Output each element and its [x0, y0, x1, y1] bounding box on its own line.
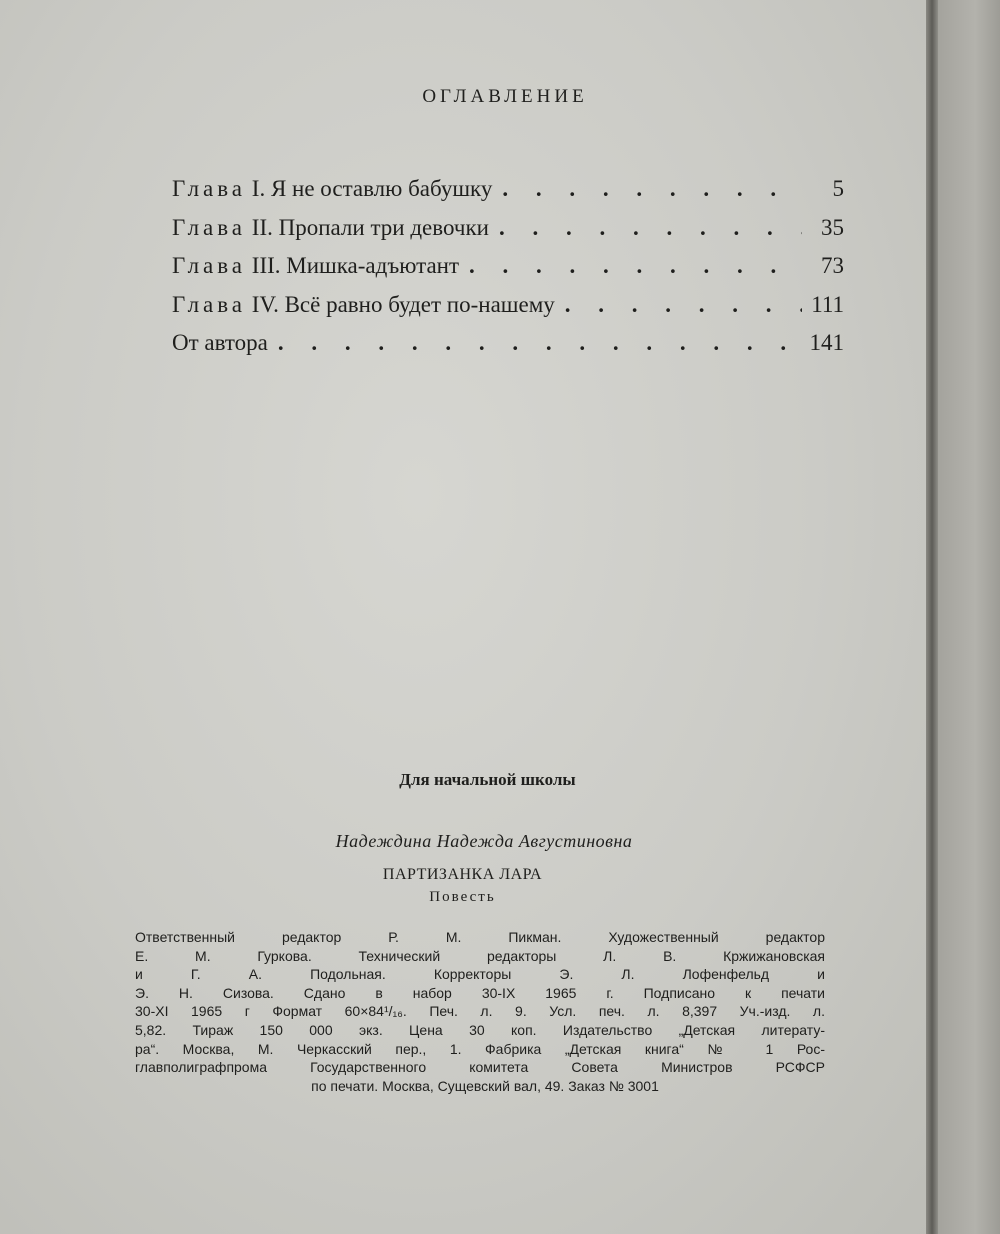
toc-entry	[172, 292, 844, 331]
toc-entry	[172, 330, 844, 369]
book-gutter	[926, 0, 938, 1234]
toc-entry-label	[172, 292, 555, 318]
adjacent-page-edge	[938, 0, 1000, 1234]
imprint-line: и Г. А. Подольная. Корректоры Э. Л. Лофенфельд и	[135, 966, 825, 983]
toc-entry-label	[172, 330, 268, 356]
toc-entry-label	[172, 215, 489, 241]
toc-entry-page: 35	[821, 214, 844, 240]
toc-entry-label	[172, 176, 492, 202]
toc-entry	[172, 176, 844, 215]
toc-leader-dots	[268, 330, 802, 356]
toc-entry	[172, 215, 844, 254]
imprint-line: Э. Н. Сизова. Сдано в набор 30-IX 1965 г. Подписано к печати	[135, 984, 825, 1001]
toc-entry-prefix: Глава	[172, 214, 247, 240]
toc-leader-dots	[492, 176, 802, 202]
toc-leader-dots	[459, 253, 802, 279]
toc-leader-dots	[555, 292, 802, 318]
imprint-line: 30-XI 1965 г Формат 60×84¹/₁₆. Печ. л. 9. Усл. печ. л. 8,397 Уч.-изд. л.	[135, 1003, 825, 1020]
imprint-line: Ответственный редактор Р. М. Пикман. Художественный редактор	[135, 929, 825, 945]
imprint-line: по печати. Москва, Сущевский вал, 49. Заказ № 3001	[311, 1077, 659, 1094]
toc-entry	[172, 253, 844, 292]
toc-entry-page: 141	[809, 330, 844, 355]
toc-title: ОГЛАВЛЕНИЕ	[422, 86, 588, 107]
imprint-line: Е. М. Гуркова. Технический редакторы Л. В. Кржижановская	[135, 947, 825, 964]
toc-leader-dots	[489, 215, 802, 241]
toc-entry-text: III. Мишка-адъютант	[246, 253, 460, 278]
book-title: ПАРТИЗАНКА ЛАРА	[382, 866, 543, 883]
toc-entry-prefix: Глава	[172, 176, 247, 201]
imprint-line: ра“. Москва, М. Черкасский пер., 1. Фабрика „Детская книга“ № 1 Рос-	[135, 1040, 825, 1057]
audience-note: Для начальной школы	[399, 770, 576, 789]
toc-entry-page: 111	[811, 291, 844, 317]
toc-entry-label	[172, 253, 459, 279]
toc-entry-page: 73	[821, 253, 844, 278]
toc-entry-text: От автора	[172, 330, 268, 355]
table-of-contents	[172, 176, 844, 369]
toc-entry-page: 5	[832, 176, 844, 201]
toc-entry-prefix: Глава	[172, 291, 247, 317]
imprint-line: 5,82. Тираж 150 000 экз. Цена 30 коп. Издательство „Детская литерату-	[135, 1021, 825, 1038]
author-name: Надеждина Надежда Августиновна	[335, 831, 633, 851]
toc-entry-prefix: Глава	[172, 253, 247, 278]
toc-entry-text: II. Пропали три девочки	[246, 214, 489, 240]
toc-entry-text: I. Я не оставлю бабушку	[246, 176, 493, 201]
toc-entry-text: IV. Всё равно будет по-нашему	[246, 291, 555, 317]
book-genre: Повесть	[429, 889, 496, 905]
imprint-line: главполиграфпрома Государственного комитета Совета Министров РСФСР	[135, 1059, 825, 1076]
imprint-block	[135, 928, 825, 1095]
